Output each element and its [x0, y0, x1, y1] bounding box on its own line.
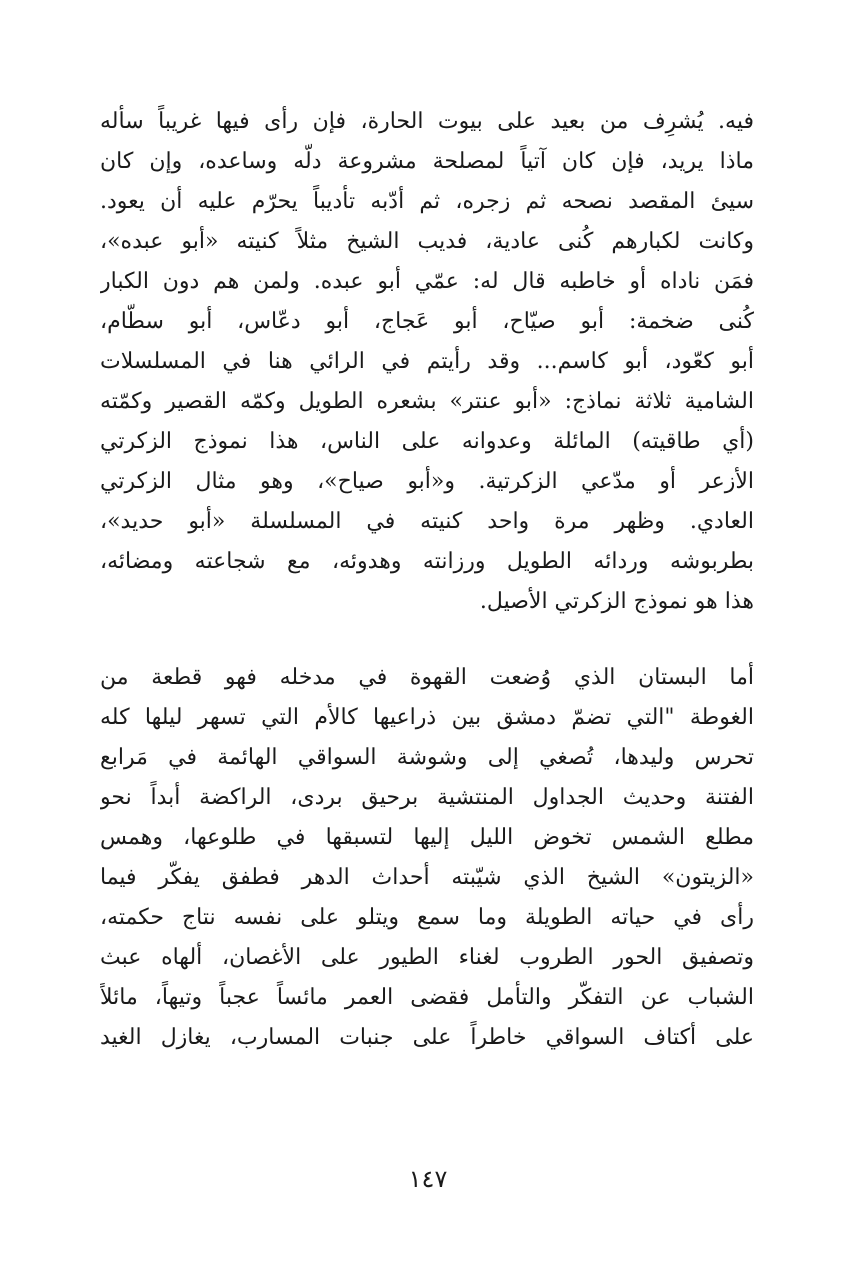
text-line: الشامية ثلاثة نماذج: «أبو عنتر» بشعره الطويل وكمّه القصير وكمّته — [100, 389, 754, 414]
text-line: العادي. وظهر مرة واحد كنيته في المسلسلة «أبو حديد»، — [100, 509, 754, 534]
text-line: الفتنة وحديث الجداول المنتشية برحيق بردى، الراكضة أبداً نحو — [100, 785, 754, 810]
text-line: فيه. يُشرِف من بعيد على بيوت الحارة، فإن رأى فيها غريباً سأله — [100, 109, 754, 134]
text-line: تحرس وليدها، تُصغي إلى وشوشة السواقي الهائمة في مَرابع — [100, 745, 754, 770]
text-line: سيئ المقصد نصحه ثم زجره، ثم أدّبه تأديباً يحرّم عليه أن يعود. — [100, 189, 754, 214]
text-line: أبو كعّود، أبو كاسم... وقد رأيتم في الرائي هنا في المسلسلات — [100, 349, 754, 374]
text-line: هذا هو نموذج الزكرتي الأصيل. — [479, 589, 754, 614]
text-line: «الزيتون» الشيخ الذي شيّبته أحداث الدهر فطفق يفكّر فيما — [100, 865, 754, 890]
text-line: فمَن ناداه أو خاطبه قال له: عمّي أبو عبده. ولمن هم دون الكبار — [100, 269, 754, 294]
paragraph-2 — [100, 658, 754, 1058]
text-line: رأى في حياته الطويلة وما سمع ويتلو على نفسه نتاج حكمته، — [100, 905, 754, 930]
text-line: الأزعر أو مدّعي الزكرتية. و«أبو صياح»، وهو مثال الزكرتي — [100, 469, 754, 494]
page-number: ١٤٧ — [408, 1165, 448, 1193]
text-line: الغوطة "التي تضمّ دمشق بين ذراعيها كالأم التي تسهر ليلها كله — [100, 705, 754, 730]
paragraph-gap — [100, 622, 754, 658]
text-line: كُنى ضخمة: أبو صيّاح، أبو عَجاج، أبو دعّاس، أبو سطّام، — [100, 309, 754, 334]
text-line: على أكتاف السواقي خاطراً على جنبات المسارب، يغازل الغيد — [100, 1025, 754, 1050]
text-line: (أي طاقيته) المائلة وعدوانه على الناس، هذا نموذج الزكرتي — [100, 429, 754, 454]
page-body — [100, 102, 754, 1182]
text-line: مطلع الشمس تخوض الليل إليها لتسبقها في طلوعها، وهمس — [100, 825, 754, 850]
paragraph-1 — [100, 102, 754, 622]
text-line: الشباب عن التفكّر والتأمل فقضى العمر مائساً عجباً وتيهاً، مائلاً — [100, 985, 754, 1010]
text-line: ماذا يريد، فإن كان آتياً لمصلحة مشروعة دلّه وساعده، وإن كان — [100, 149, 754, 174]
text-line: بطربوشه وردائه الطويل ورزانته وهدوئه، مع شجاعته ومضائه، — [100, 549, 754, 574]
text-line: وتصفيق الحور الطروب لغناء الطيور على الأغصان، ألهاه عبث — [100, 945, 754, 970]
text-line: أما البستان الذي وُضعت القهوة في مدخله فهو قطعة من — [100, 665, 754, 690]
text-line: وكانت لكبارهم كُنى عادية، فديب الشيخ مثلاً كنيته «أبو عبده»، — [100, 229, 754, 254]
